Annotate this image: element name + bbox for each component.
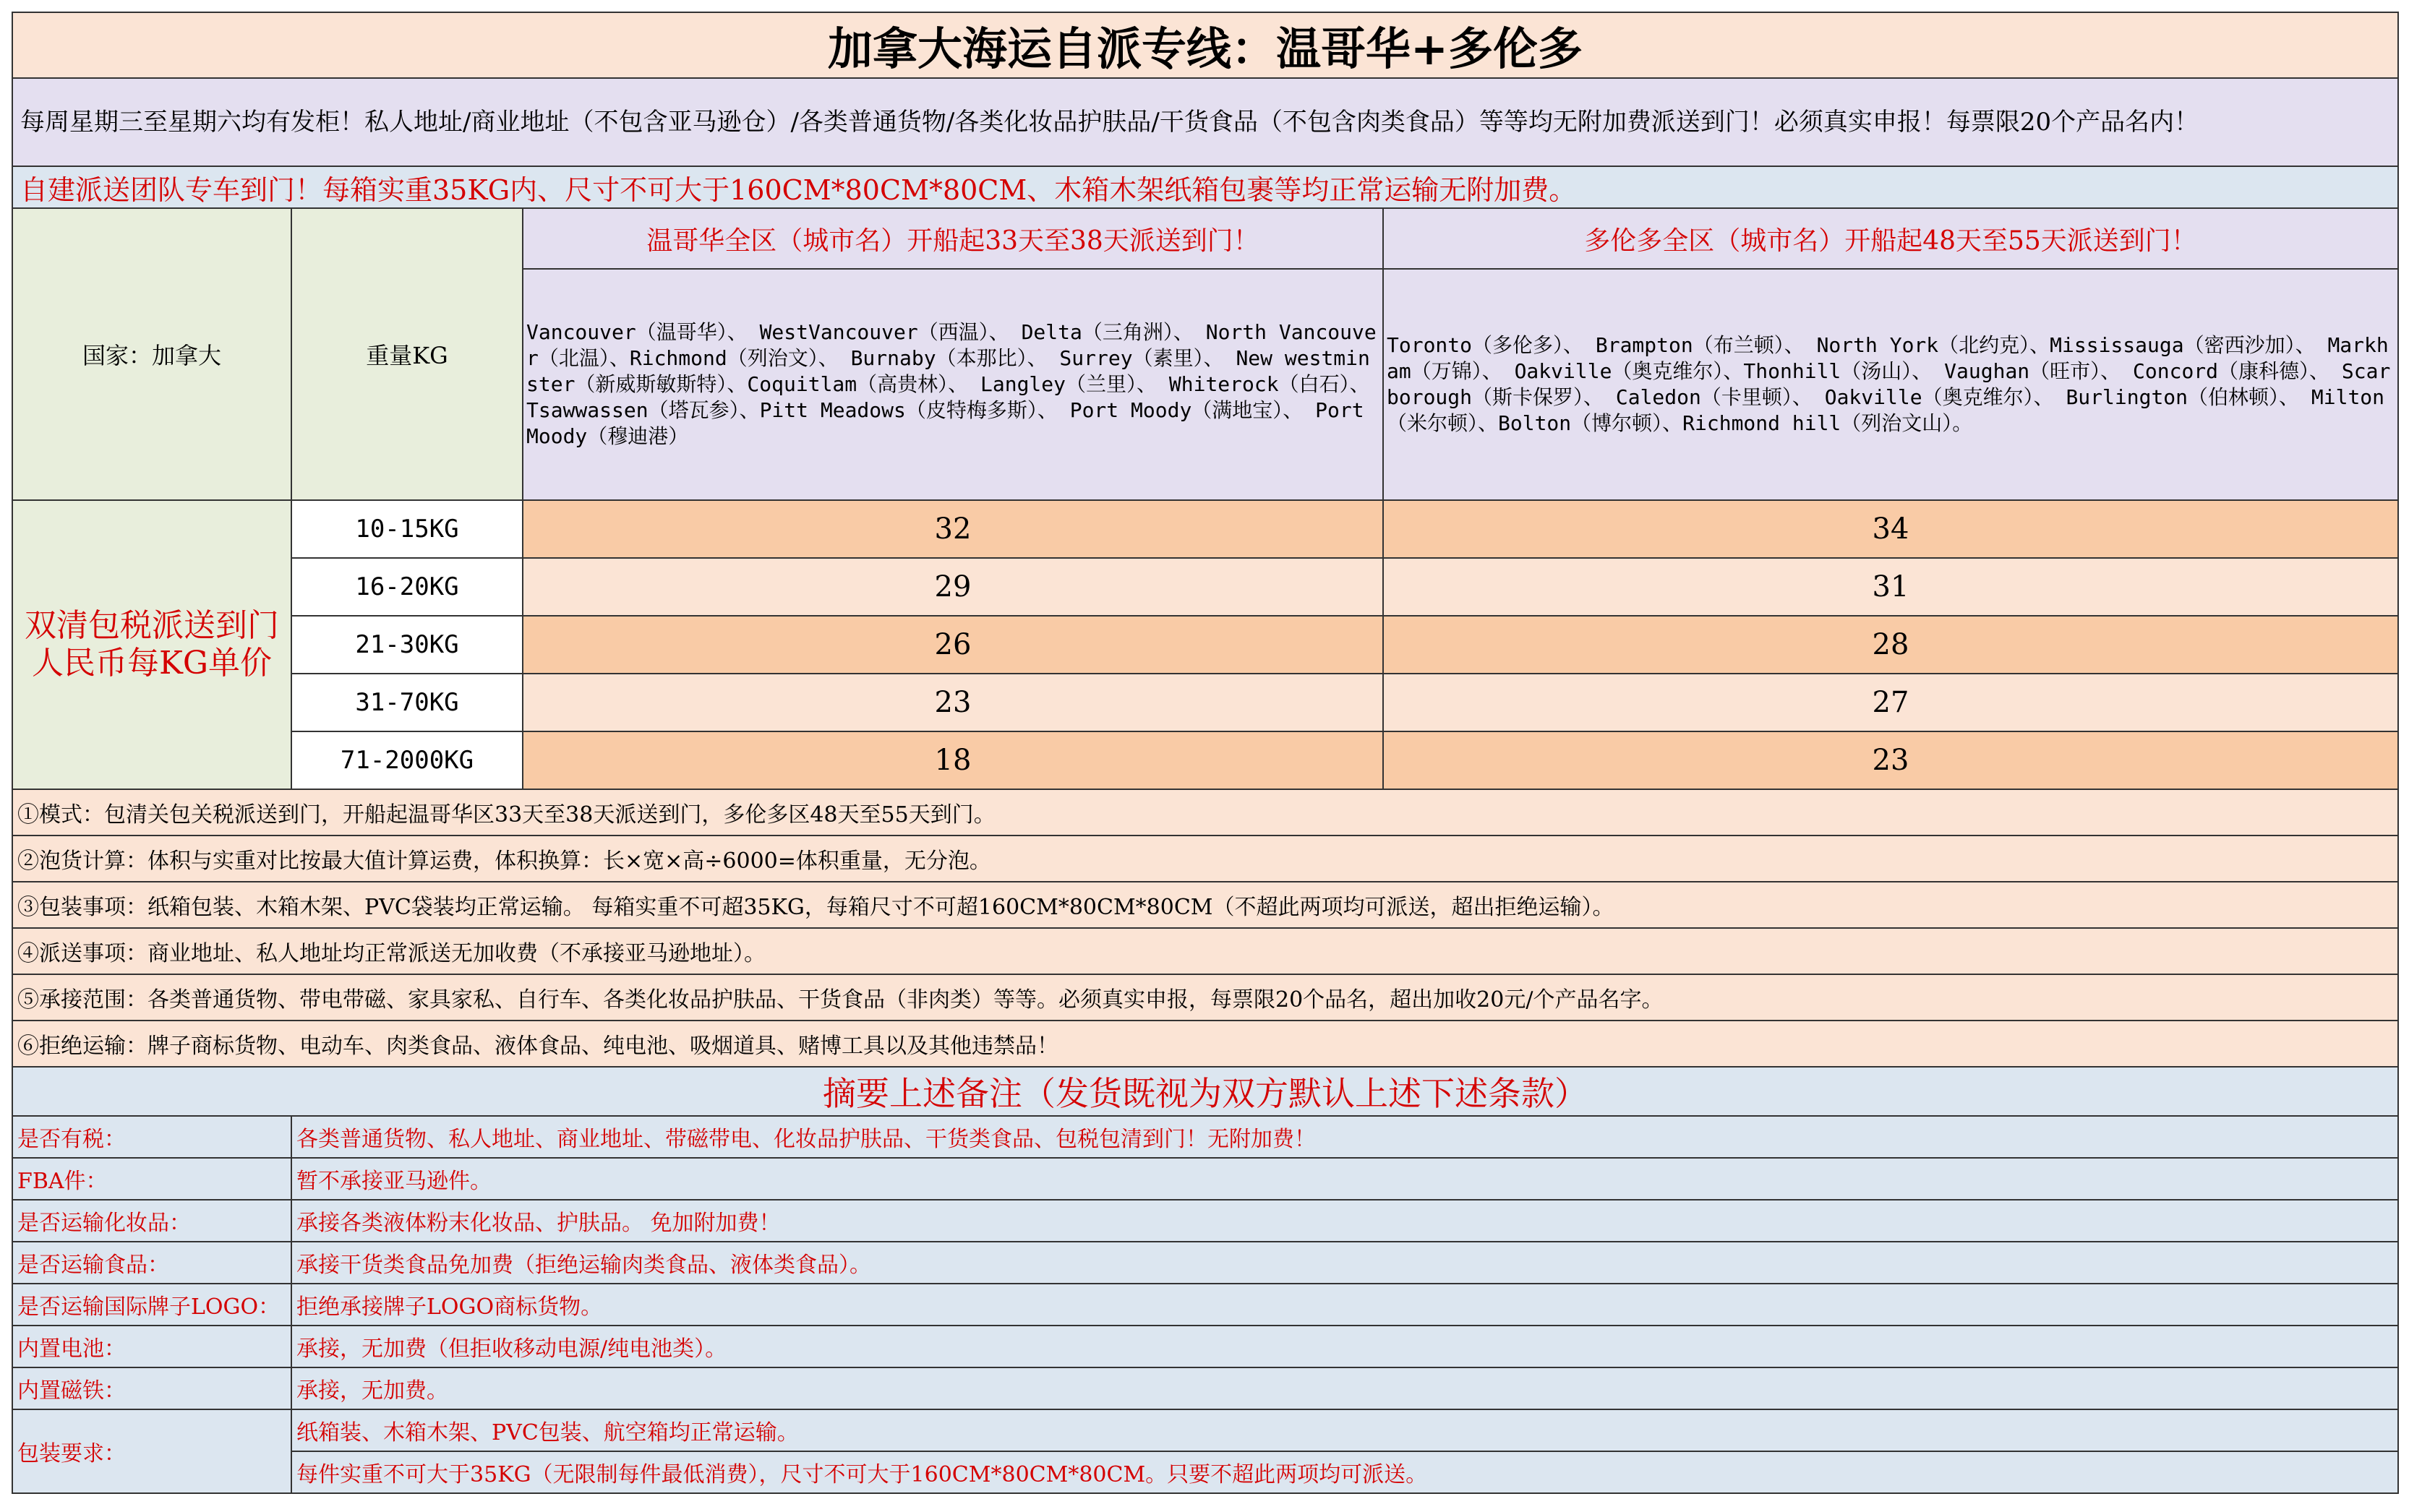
toronto-zone-header: 多伦多全区（城市名）开船起48天至55天派送到门！ xyxy=(1383,208,2398,269)
rate-row xyxy=(12,500,2398,558)
vancouver-price: 29 xyxy=(523,558,1383,616)
summary-row xyxy=(12,1242,2398,1284)
summary-value: 承接各类液体粉末化妆品、护肤品。 免加附加费！ xyxy=(291,1200,2398,1242)
note-mode: ①模式：包清关包关税派送到门，开船起温哥华区33天至38天派送到门，多伦多区48天至55天到门。 xyxy=(12,789,2398,836)
product-label xyxy=(12,500,291,789)
summary-row xyxy=(12,1116,2398,1158)
packaging-line2: 每件实重不可大于35KG（无限制每件最低消费），尺寸不可大于160CM*80CM*80CM。只要不超此两项均可派送。 xyxy=(291,1451,2398,1493)
product-label-line1: 双清包税派送到门 xyxy=(25,607,279,644)
note-scope: ⑤承接范围：各类普通货物、带电带磁、家具家私、自行车、各类化妆品护肤品、干货食品（非肉类）等等。必须真实申报，每票限20个品名，超出加收20元/个产品名字。 xyxy=(12,974,2398,1021)
summary-label: 是否运输国际牌子LOGO： xyxy=(12,1284,291,1326)
note-refused: ⑥拒绝运输：牌子商标货物、电动车、肉类食品、液体食品、纯电池、吸烟道具、赌博工具以及其他违禁品！ xyxy=(12,1021,2398,1067)
toronto-price: 34 xyxy=(1383,500,2398,558)
summary-label: 是否有税： xyxy=(12,1116,291,1158)
summary-label: FBA件： xyxy=(12,1158,291,1200)
note-volume: ②泡货计算：体积与实重对比按最大值计算运费，体积换算：长×宽×高÷6000=体积重量，无分泡。 xyxy=(12,836,2398,882)
intro-text: 每周星期三至星期六均有发柜！私人地址/商业地址（不包含亚马逊仓）/各类普通货物/各类化妆品护肤品/干货食品（不包含肉类食品）等等均无附加费派送到门！必须真实申报！每票限20个产品名内！ xyxy=(12,78,2398,166)
product-label-line2: 人民币每KG单价 xyxy=(31,645,273,682)
summary-label: 是否运输化妆品： xyxy=(12,1200,291,1242)
vancouver-price: 26 xyxy=(523,616,1383,674)
rate-row xyxy=(12,558,2398,616)
summary-label: 内置磁铁： xyxy=(12,1367,291,1409)
summary-row xyxy=(12,1326,2398,1367)
rate-weight: 71-2000KG xyxy=(291,731,523,789)
note-delivery: ④派送事项：商业地址、私人地址均正常派送无加收费（不承接亚马逊地址）。 xyxy=(12,928,2398,974)
summary-value: 拒绝承接牌子LOGO商标货物。 xyxy=(291,1284,2398,1326)
packaging-row xyxy=(12,1409,2398,1451)
country-header: 国家：加拿大 xyxy=(12,208,291,500)
toronto-price: 27 xyxy=(1383,674,2398,731)
vancouver-cities: Vancouver（温哥华）、 WestVancouver（西温）、 Delta（三角洲）、 North Vancouver（北温）、Richmond（列治文）、 Burnaby（本那比）、 Surrey（素里）、 New westminster（新威斯敏斯特）、Coquitlam（高贵林）、 Langley（兰里）、 Whiterock（白石）、 Tsawwassen（塔瓦参）、Pitt Meadows（皮特梅多斯）、 Port Moody（满地宝）、 Port Moody（穆迪港） xyxy=(523,269,1383,500)
packaging-row xyxy=(12,1451,2398,1493)
packaging-label: 包装要求： xyxy=(12,1409,291,1493)
vancouver-price: 18 xyxy=(523,731,1383,789)
rate-weight: 10-15KG xyxy=(291,500,523,558)
delivery-notice: 自建派送团队专车到门！每箱实重35KG内、尺寸不可大于160CM*80CM*80CM、木箱木架纸箱包裹等均正常运输无附加费。 xyxy=(12,166,2398,208)
toronto-price: 31 xyxy=(1383,558,2398,616)
packaging-line1: 纸箱装、木箱木架、PVC包装、航空箱均正常运输。 xyxy=(291,1409,2398,1451)
summary-row xyxy=(12,1284,2398,1326)
vancouver-zone-header: 温哥华全区（城市名）开船起33天至38天派送到门！ xyxy=(523,208,1383,269)
rate-weight: 31-70KG xyxy=(291,674,523,731)
summary-row xyxy=(12,1367,2398,1409)
summary-label: 内置电池： xyxy=(12,1326,291,1367)
summary-value: 暂不承接亚马逊件。 xyxy=(291,1158,2398,1200)
summary-value: 各类普通货物、私人地址、商业地址、带磁带电、化妆品护肤品、干货类食品、包税包清到门！无附加费！ xyxy=(291,1116,2398,1158)
price-table xyxy=(12,12,2399,1494)
summary-title: 摘要上述备注（发货既视为双方默认上述下述条款） xyxy=(12,1067,2398,1116)
rate-row xyxy=(12,731,2398,789)
toronto-cities: Toronto（多伦多）、 Brampton（布兰顿）、 North York（北约克）、Mississauga（密西沙加）、 Markham（万锦）、 Oakville（奥克维尔）、Thonhill（汤山）、 Vaughan（旺市）、 Concord（康科德）、 Scarborough（斯卡保罗）、 Caledon（卡里顿）、 Oakville（奥克维尔）、 Burlington（伯林顿）、 Milton（米尔顿）、Bolton（博尔顿）、Richmond hill（列治文山）。 xyxy=(1383,269,2398,500)
weight-header: 重量KG xyxy=(291,208,523,500)
toronto-price: 28 xyxy=(1383,616,2398,674)
toronto-price: 23 xyxy=(1383,731,2398,789)
summary-value: 承接，无加费（但拒收移动电源/纯电池类）。 xyxy=(291,1326,2398,1367)
rate-row xyxy=(12,674,2398,731)
summary-row xyxy=(12,1200,2398,1242)
rate-weight: 21-30KG xyxy=(291,616,523,674)
note-packaging: ③包装事项：纸箱包装、木箱木架、PVC袋装均正常运输。 每箱实重不可超35KG，每箱尺寸不可超160CM*80CM*80CM（不超此两项均可派送，超出拒绝运输）。 xyxy=(12,882,2398,928)
vancouver-price: 23 xyxy=(523,674,1383,731)
page-title: 加拿大海运自派专线：温哥华+多伦多 xyxy=(12,12,2398,78)
summary-label: 是否运输食品： xyxy=(12,1242,291,1284)
rate-weight: 16-20KG xyxy=(291,558,523,616)
summary-value: 承接干货类食品免加费（拒绝运输肉类食品、液体类食品）。 xyxy=(291,1242,2398,1284)
summary-row xyxy=(12,1158,2398,1200)
vancouver-price: 32 xyxy=(523,500,1383,558)
summary-value: 承接，无加费。 xyxy=(291,1367,2398,1409)
price-sheet xyxy=(12,12,2397,1494)
rate-row xyxy=(12,616,2398,674)
